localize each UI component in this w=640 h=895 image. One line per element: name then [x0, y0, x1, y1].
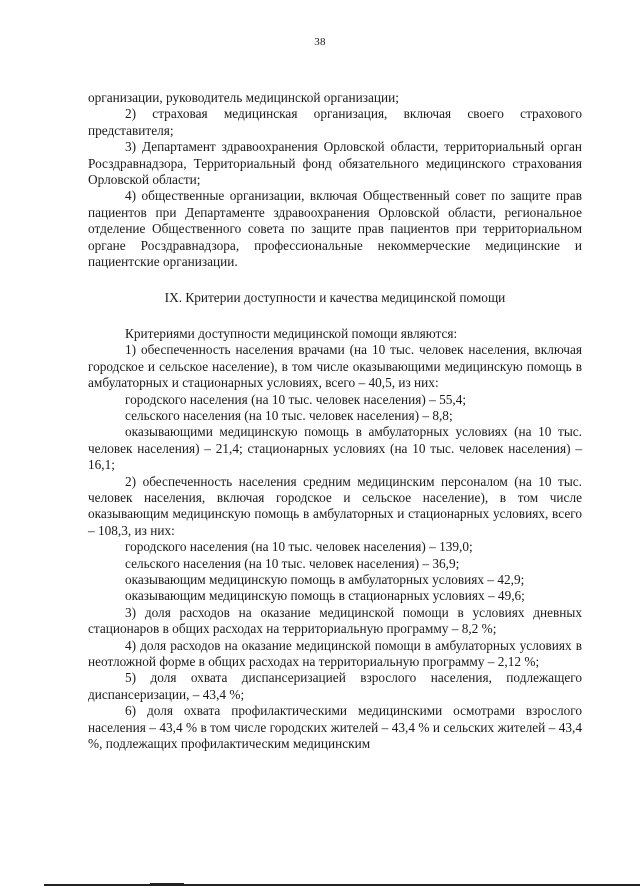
section-heading: IX. Критерии доступности и качества медицинской помощи — [164, 290, 506, 306]
paragraph: оказывающими медицинскую помощь в амбулаторных условиях (на 10 тыс. человек населения) – 21,4; стационарных условиях (на 10 тыс. человек населения) – 16,1; — [88, 424, 582, 473]
section-criteria — [88, 326, 582, 753]
page-number: 38 — [314, 36, 326, 48]
paragraph: 4) доля расходов на оказание медицинской помощи в амбулаторных условиях в неотложной форме в общих расходах на территориальную программу – 2,12 %; — [88, 637, 582, 669]
paragraph: Критериями доступности медицинской помощи являются: — [125, 325, 458, 341]
list-item: сельского населения (на 10 тыс. человек населения) – 36,9; — [125, 555, 460, 571]
paragraph: 3) Департамент здравоохранения Орловской области, территориальный орган Росздравнадзора, Территориальный фонд обязательного медицинского страхования Орловской области; — [88, 139, 582, 188]
paragraph: 5) доля охвата диспансеризацией взрослого населения, подлежащего диспансеризации, – 43,4 %; — [88, 670, 582, 702]
section-before-heading — [88, 90, 582, 270]
paragraph: 2) страховая медицинская организация, включая своего страхового представителя; — [88, 106, 582, 138]
list-item: оказывающим медицинскую помощь в стационарных условиях – 49,6; — [125, 588, 525, 604]
footer-rule-mark — [150, 883, 184, 886]
document-body — [88, 90, 582, 752]
footer-rule — [44, 884, 640, 886]
list-item: сельского населения (на 10 тыс. человек населения) – 8,8; — [125, 407, 453, 423]
list-item: оказывающим медицинскую помощь в амбулаторных условиях – 42,9; — [125, 571, 525, 587]
list-item: городского населения (на 10 тыс. человек населения) – 55,4; — [125, 391, 467, 407]
paragraph: 2) обеспеченность населения средним медицинским персоналом (на 10 тыс. человек населения, включая городское и сельское население), в том числе оказывающим медицинскую помощь в амбулаторных и стационарных условиях, всего – 108,3, из них: — [88, 473, 582, 538]
paragraph: 6) доля охвата профилактическими медицинскими осмотрами взрослого населения – 43,4 % в том числе городских жителей – 43,4 % и сельских жителей – 43,4 %, подлежащих профилактическим медицинским — [88, 703, 582, 752]
paragraph: 1) обеспеченность населения врачами (на 10 тыс. человек населения, включая городское и сельское население), в том числе оказывающими медицинскую помощь в амбулаторных и стационарных условиях, всего – 40,5, из них: — [88, 342, 582, 391]
paragraph: 3) доля расходов на оказание медицинской помощи в условиях дневных стационаров в общих расходах на территориальную программу – 8,2 %; — [88, 604, 582, 637]
paragraph: 4) общественные организации, включая Общественный совет по защите прав пациентов при Департаменте здравоохранения Орловской области, региональное отделение Общественного совета по защите прав пациентов при территориальном органе Росздравнадзора, профессиональные некоммерческие медицинские и пациентские организации. — [88, 188, 582, 270]
paragraph: организации, руководитель медицинской организации; — [88, 90, 399, 105]
list-item: городского населения (на 10 тыс. человек населения) – 139,0; — [125, 539, 473, 555]
